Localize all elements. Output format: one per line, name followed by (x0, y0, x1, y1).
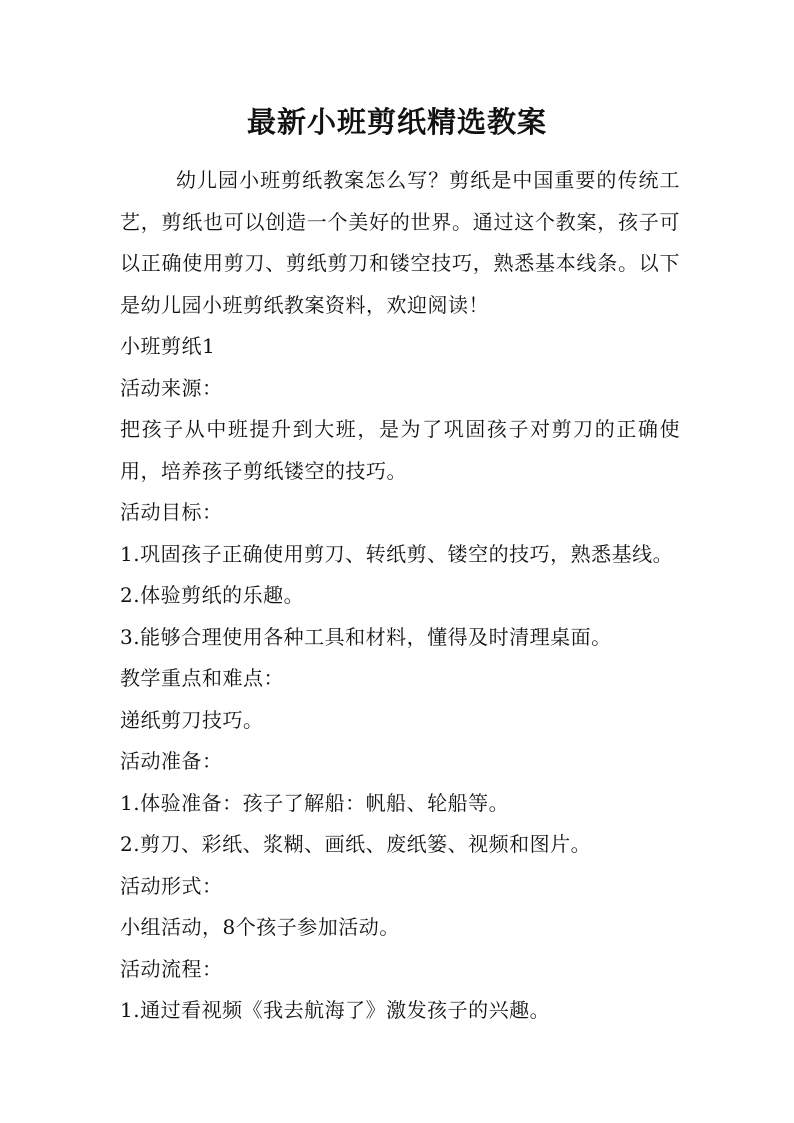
document-body (120, 160, 680, 1032)
source-text: 把孩子从中班提升到大班，是为了巩固孩子对剪刀的正确使用，培养孩子剪纸镂空的技巧。 (120, 417, 680, 483)
goal-item: 1.巩固孩子正确使用剪刀、转纸剪、镂空的技巧，熟悉基线。 (120, 541, 674, 566)
process-label: 活动流程： (120, 956, 223, 981)
key-points-text: 递纸剪刀技巧。 (120, 707, 264, 732)
goals-label: 活动目标： (120, 500, 223, 524)
form-label: 活动形式： (120, 873, 223, 898)
prep-item: 1.体验准备：孩子了解船：帆船、轮船等。 (120, 790, 510, 815)
process-item: 1.通过看视频《我去航海了》激发孩子的兴趣。 (120, 998, 551, 1022)
key-points-label: 教学重点和难点： (120, 666, 284, 690)
goal-item: 2.体验剪纸的乐趣。 (120, 583, 305, 607)
intro-paragraph: 幼儿园小班剪纸教案怎么写？剪纸是中国重要的传统工艺，剪纸也可以创造一个美好的世界。通过这个教案，孩子可以正确使用剪刀、剪纸剪刀和镂空技巧，熟悉基本线条。以下是幼儿园小班剪纸教案资料，欢迎阅读！ (120, 168, 680, 317)
goal-item: 3.能够合理使用各种工具和材料，懂得及时清理桌面。 (120, 624, 612, 649)
source-label: 活动来源： (120, 375, 223, 400)
prep-item: 2.剪刀、彩纸、浆糊、画纸、废纸篓、视频和图片。 (120, 832, 592, 856)
prep-label: 活动准备： (120, 749, 223, 773)
form-text: 小组活动，8个孩子参加活动。 (120, 915, 400, 939)
section-heading: 小班剪纸1 (120, 334, 216, 358)
document-title: 最新小班剪纸精选教案 (246, 105, 547, 139)
